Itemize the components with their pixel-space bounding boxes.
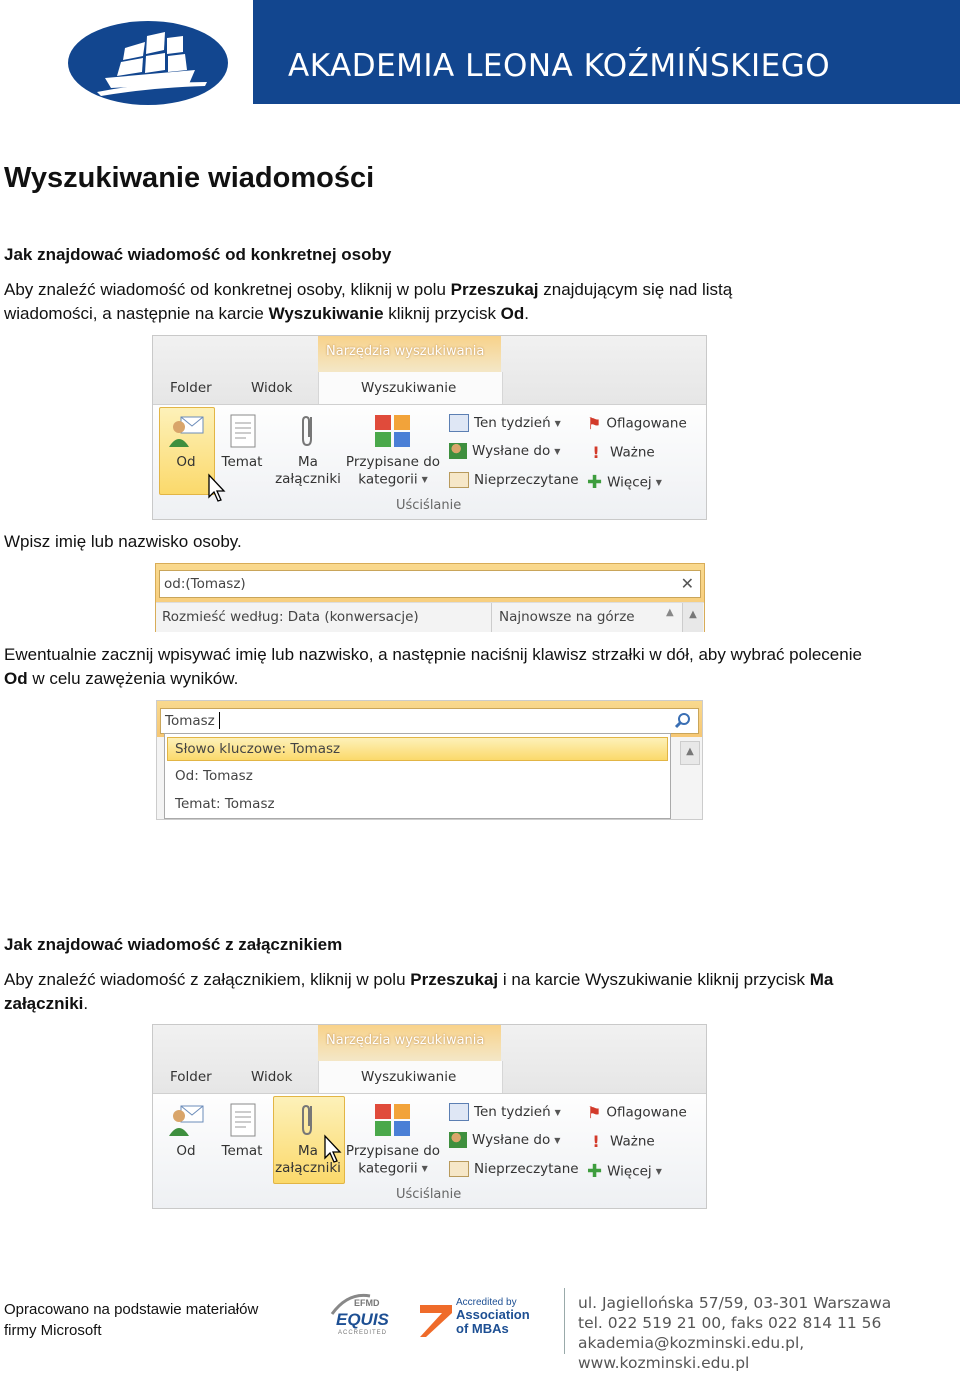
- section1-paragraph3: Ewentualnie zacznij wpisywać imię lub nazwisko, a następnie naciśnij klawisz strzałki w dół, aby wybrać polecenie Od w celu zawężenia wyników.: [4, 645, 862, 688]
- nieprzeczytane-label: Nieprzeczytane: [474, 472, 579, 488]
- mouse-cursor-icon: [323, 1134, 343, 1164]
- plus-icon: ✚: [587, 1161, 603, 1182]
- kat-label-1: Przypisane do: [345, 454, 441, 470]
- temat-label: Temat: [221, 454, 263, 470]
- ma-label-2: załączniki: [275, 1160, 341, 1176]
- sort-label[interactable]: Rozmieść według: Data (konwersacje): [162, 609, 419, 625]
- ribbon-screenshot-od: [152, 335, 707, 520]
- tab-widok[interactable]: Widok: [251, 380, 293, 396]
- group-label: Uściślanie: [396, 498, 462, 513]
- close-icon[interactable]: ✕: [680, 574, 694, 593]
- chevron-down-icon: ▼: [554, 446, 561, 456]
- wiecej-button[interactable]: [587, 1161, 662, 1182]
- scroll-up-icon[interactable]: ▲: [680, 741, 700, 765]
- amba-arrow-icon: [418, 1299, 458, 1339]
- temat-button[interactable]: [219, 1102, 265, 1160]
- flag-icon: ⚑: [587, 1103, 602, 1122]
- chevron-down-icon: ▼: [554, 1135, 561, 1145]
- suggestion-item-temat[interactable]: Temat: Tomasz: [175, 796, 275, 812]
- document-icon: [226, 1102, 258, 1138]
- wazne-button[interactable]: [587, 1132, 655, 1151]
- footer-address-block: [578, 1293, 960, 1373]
- sort-bar: [156, 602, 704, 632]
- od-button[interactable]: [161, 1102, 211, 1160]
- section2-heading: Jak znajdować wiadomość z załącznikiem: [4, 935, 343, 954]
- wiecej-label: Więcej: [607, 474, 652, 491]
- ten-tydzien-label: Ten tydzień: [474, 1104, 551, 1120]
- wyslane-do-button[interactable]: [449, 1132, 560, 1148]
- ribbon-body: [153, 1093, 706, 1209]
- section1-paragraph1: Aby znaleźć wiadomość od konkretnej osoby, kliknij w polu Przeszukaj znajdującym się nad listą wiadomości, a następnie na karcie Wyszukiwanie kliknij przycisk Od.: [4, 280, 733, 323]
- tab-folder[interactable]: Folder: [170, 380, 212, 396]
- section1-heading: Jak znajdować wiadomość od konkretnej osoby: [4, 245, 392, 264]
- footer-credit-line1: Opracowano na podstawie materiałów: [4, 1301, 259, 1318]
- nieprzeczytane-button[interactable]: [449, 1161, 579, 1177]
- nieprzeczytane-button[interactable]: [449, 472, 579, 488]
- accredited-label: ACCREDITED: [338, 1330, 388, 1336]
- nieprzeczytane-label: Nieprzeczytane: [474, 1161, 579, 1177]
- envelope-icon: [449, 472, 469, 488]
- context-title: Narzędzia wyszukiwania: [326, 1033, 485, 1048]
- calendar-icon: [449, 1103, 469, 1121]
- oflagowane-label: Oflagowane: [606, 1104, 687, 1121]
- context-title: Narzędzia wyszukiwania: [326, 344, 485, 359]
- oflagowane-button[interactable]: [587, 414, 687, 433]
- search-icon[interactable]: [674, 712, 692, 730]
- sort-divider: [491, 603, 492, 632]
- tab-wyszukiwanie[interactable]: Wyszukiwanie: [361, 1069, 457, 1085]
- search-input[interactable]: [159, 570, 701, 598]
- equis-label: EQUIS: [336, 1310, 389, 1329]
- footer-phone: tel. 022 519 21 00, faks 022 814 11 56: [578, 1314, 882, 1332]
- od-button[interactable]: [161, 413, 211, 471]
- suggestion-dropdown: [164, 733, 671, 819]
- ten-tydzien-label: Ten tydzień: [474, 415, 551, 431]
- tab-wyszukiwanie[interactable]: Wyszukiwanie: [361, 380, 457, 396]
- footer-divider: [564, 1288, 565, 1354]
- wiecej-label: Więcej: [607, 1163, 652, 1180]
- order-label[interactable]: Najnowsze na górze: [499, 609, 635, 625]
- amba-logo: [418, 1297, 538, 1341]
- calendar-icon: [449, 414, 469, 432]
- search-screenshot-2: [156, 700, 703, 820]
- contact-icon: [167, 1102, 205, 1138]
- ma-label-1: Ma: [298, 1143, 318, 1159]
- oflagowane-button[interactable]: [587, 1103, 687, 1122]
- amba-line3: of MBAs: [456, 1321, 509, 1336]
- temat-label: Temat: [221, 1143, 263, 1159]
- section1-paragraph2: Wpisz imię lub nazwisko osoby.: [4, 532, 242, 551]
- tab-folder[interactable]: Folder: [170, 1069, 212, 1085]
- amba-text: [456, 1297, 530, 1337]
- ma-label-1: Ma: [298, 454, 318, 470]
- paperclip-icon: [298, 413, 318, 449]
- suggestion-keyword: Słowo kluczowe: Tomasz: [175, 741, 341, 757]
- mouse-cursor-icon: [207, 473, 227, 503]
- kat-label-2: kategorii: [358, 1160, 418, 1177]
- amba-line1: Accredited by: [456, 1297, 517, 1308]
- search-screenshot-1: [155, 563, 705, 632]
- od-label: Od: [176, 1143, 196, 1159]
- wazne-button[interactable]: [587, 443, 655, 462]
- oflagowane-label: Oflagowane: [606, 415, 687, 432]
- kat-label-1: Przypisane do: [345, 1143, 441, 1159]
- categories-icon: [373, 413, 413, 449]
- sort-arrow-icon: ▲: [666, 607, 674, 618]
- ribbon-screenshot-ma-zalaczniki: [152, 1024, 707, 1209]
- page-title: Wyszukiwanie wiadomości: [4, 162, 375, 194]
- efmd-label: EFMD: [354, 1298, 380, 1308]
- kategorie-button[interactable]: [343, 413, 443, 489]
- wazne-label: Ważne: [610, 444, 655, 461]
- ma-zalaczniki-button[interactable]: [273, 413, 343, 488]
- categories-icon: [373, 1102, 413, 1138]
- section2-paragraph1: Aby znaleźć wiadomość z załącznikiem, kliknij w polu Przeszukaj i na karcie Wyszukiwanie kliknij przycisk Ma załączniki.: [4, 970, 834, 1013]
- kategorie-button[interactable]: [343, 1102, 443, 1178]
- footer-credit-line2: firmy Microsoft: [4, 1322, 102, 1339]
- chevron-down-icon: ▼: [554, 1107, 561, 1117]
- search-value: od:(Tomasz): [164, 576, 246, 592]
- group-label: Uściślanie: [396, 1187, 462, 1202]
- contact-icon: [167, 413, 205, 449]
- wyslane-do-label: Wysłane do: [472, 1132, 551, 1148]
- exclamation-icon: !: [592, 443, 600, 462]
- temat-button[interactable]: [219, 413, 265, 471]
- wiecej-button[interactable]: [587, 472, 662, 493]
- footer-web[interactable]: akademia@kozminski.edu.pl, www.kozminski.edu.pl: [578, 1334, 805, 1372]
- ma-label-2: załączniki: [275, 471, 341, 487]
- document-icon: [226, 413, 258, 449]
- ribbon-body: [153, 404, 706, 520]
- scroll-up-icon[interactable]: ▲: [682, 603, 703, 632]
- search-input[interactable]: [160, 708, 699, 734]
- plus-icon: ✚: [587, 472, 603, 493]
- exclamation-icon: !: [592, 1132, 600, 1151]
- wazne-label: Ważne: [610, 1133, 655, 1150]
- chevron-down-icon: ▼: [421, 475, 428, 484]
- footer-address: ul. Jagiellońska 57/59, 03-301 Warszawa: [578, 1294, 892, 1312]
- tab-widok[interactable]: Widok: [251, 1069, 293, 1085]
- envelope-icon: [449, 1161, 469, 1177]
- suggestion-item-od[interactable]: Od: Tomasz: [175, 768, 253, 784]
- ship-logo-icon: [67, 20, 229, 106]
- chevron-down-icon: ▼: [655, 1167, 662, 1176]
- contact-small-icon: [449, 1132, 467, 1148]
- equis-logo: [318, 1290, 388, 1340]
- institution-name: AKADEMIA LEONA KOŹMIŃSKIEGO: [288, 48, 831, 84]
- footer-credit: [4, 1299, 258, 1341]
- text-caret: [219, 712, 220, 729]
- wyslane-do-label: Wysłane do: [472, 443, 551, 459]
- paperclip-icon: [298, 1102, 318, 1138]
- suggestion-item-selected[interactable]: [167, 737, 668, 761]
- ten-tydzien-button[interactable]: [449, 414, 561, 432]
- chevron-down-icon: ▼: [655, 478, 662, 487]
- kat-label-2: kategorii: [358, 471, 418, 488]
- wyslane-do-button[interactable]: [449, 443, 560, 459]
- chevron-down-icon: ▼: [554, 418, 561, 428]
- amba-line2: Association: [456, 1307, 530, 1322]
- search-value: Tomasz: [165, 713, 215, 729]
- chevron-down-icon: ▼: [421, 1164, 428, 1173]
- contact-small-icon: [449, 443, 467, 459]
- flag-icon: ⚑: [587, 414, 602, 433]
- ten-tydzien-button[interactable]: [449, 1103, 561, 1121]
- od-label: Od: [176, 454, 196, 470]
